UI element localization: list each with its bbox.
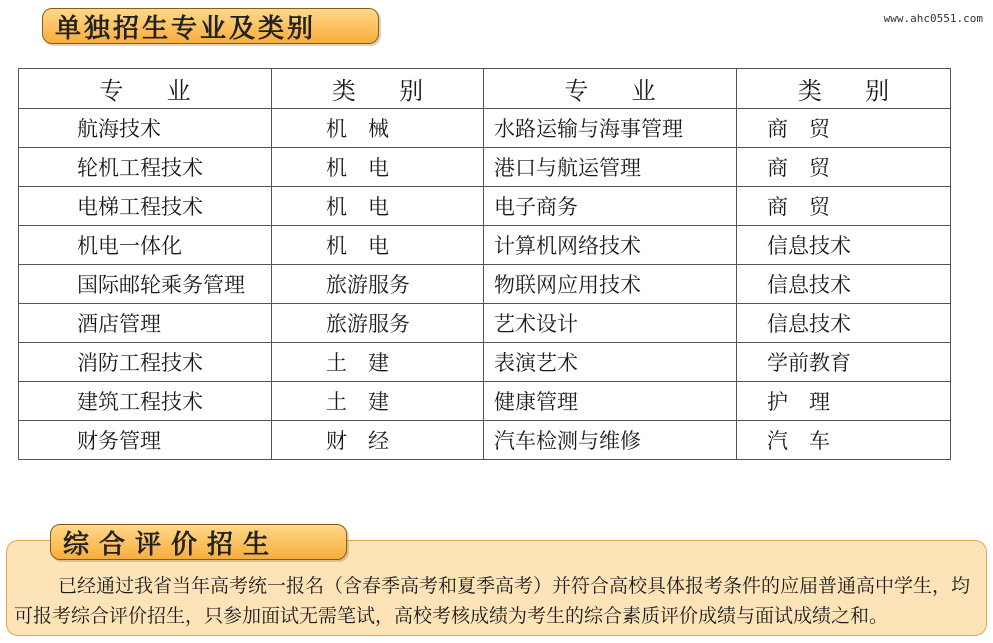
category-cell: 信息技术: [737, 226, 951, 265]
major-cell: 建筑工程技术: [19, 382, 272, 421]
major-cell: 物联网应用技术: [484, 265, 737, 304]
major-cell: 汽车检测与维修: [484, 421, 737, 460]
table-row: [19, 148, 951, 187]
category-cell: 机 电: [272, 226, 484, 265]
header-major: 专业: [484, 69, 737, 109]
table-row: [19, 265, 951, 304]
table-row: [19, 343, 951, 382]
category-cell: 机 电: [272, 148, 484, 187]
header-category: 类别: [272, 69, 484, 109]
category-cell: 机 械: [272, 109, 484, 148]
category-cell: 商 贸: [737, 148, 951, 187]
header-major: 专业: [19, 69, 272, 109]
table-row: [19, 382, 951, 421]
major-cell: 电子商务: [484, 187, 737, 226]
header-category: 类别: [737, 69, 951, 109]
table-row: [19, 304, 951, 343]
category-cell: 旅游服务: [272, 265, 484, 304]
major-cell: 健康管理: [484, 382, 737, 421]
majors-table: [18, 68, 951, 460]
category-cell: 商 贸: [737, 109, 951, 148]
major-cell: 电梯工程技术: [19, 187, 272, 226]
major-cell: 航海技术: [19, 109, 272, 148]
category-cell: 护 理: [737, 382, 951, 421]
category-cell: 汽 车: [737, 421, 951, 460]
major-cell: 机电一体化: [19, 226, 272, 265]
category-cell: 土 建: [272, 382, 484, 421]
major-cell: 国际邮轮乘务管理: [19, 265, 272, 304]
major-cell: 艺术设计: [484, 304, 737, 343]
info-text: 已经通过我省当年高考统一报名（含春季高考和夏季高考）并符合高校具体报考条件的应届普通高中学生，均可报考综合评价招生，只参加面试无需笔试，高校考核成绩为考生的综合素质评价成绩与面试成绩之和。: [14, 575, 971, 627]
category-cell: 机 电: [272, 187, 484, 226]
section-title-single-enrollment: 单独招生专业及类别: [42, 8, 379, 44]
section-title-comprehensive-evaluation: 综合评价招生: [50, 524, 347, 560]
major-cell: 港口与航运管理: [484, 148, 737, 187]
major-cell: 轮机工程技术: [19, 148, 272, 187]
major-cell: 表演艺术: [484, 343, 737, 382]
table-row: [19, 226, 951, 265]
category-cell: 财 经: [272, 421, 484, 460]
major-cell: 财务管理: [19, 421, 272, 460]
table-row: [19, 421, 951, 460]
category-cell: 信息技术: [737, 265, 951, 304]
major-cell: 水路运输与海事管理: [484, 109, 737, 148]
category-cell: 商 贸: [737, 187, 951, 226]
major-cell: 计算机网络技术: [484, 226, 737, 265]
major-cell: 消防工程技术: [19, 343, 272, 382]
table-row: [19, 109, 951, 148]
table-header-row: [19, 69, 951, 109]
major-cell: 酒店管理: [19, 304, 272, 343]
watermark: www.ahc0551.com: [883, 12, 983, 25]
category-cell: 学前教育: [737, 343, 951, 382]
table-row: [19, 187, 951, 226]
category-cell: 旅游服务: [272, 304, 484, 343]
category-cell: 土 建: [272, 343, 484, 382]
category-cell: 信息技术: [737, 304, 951, 343]
